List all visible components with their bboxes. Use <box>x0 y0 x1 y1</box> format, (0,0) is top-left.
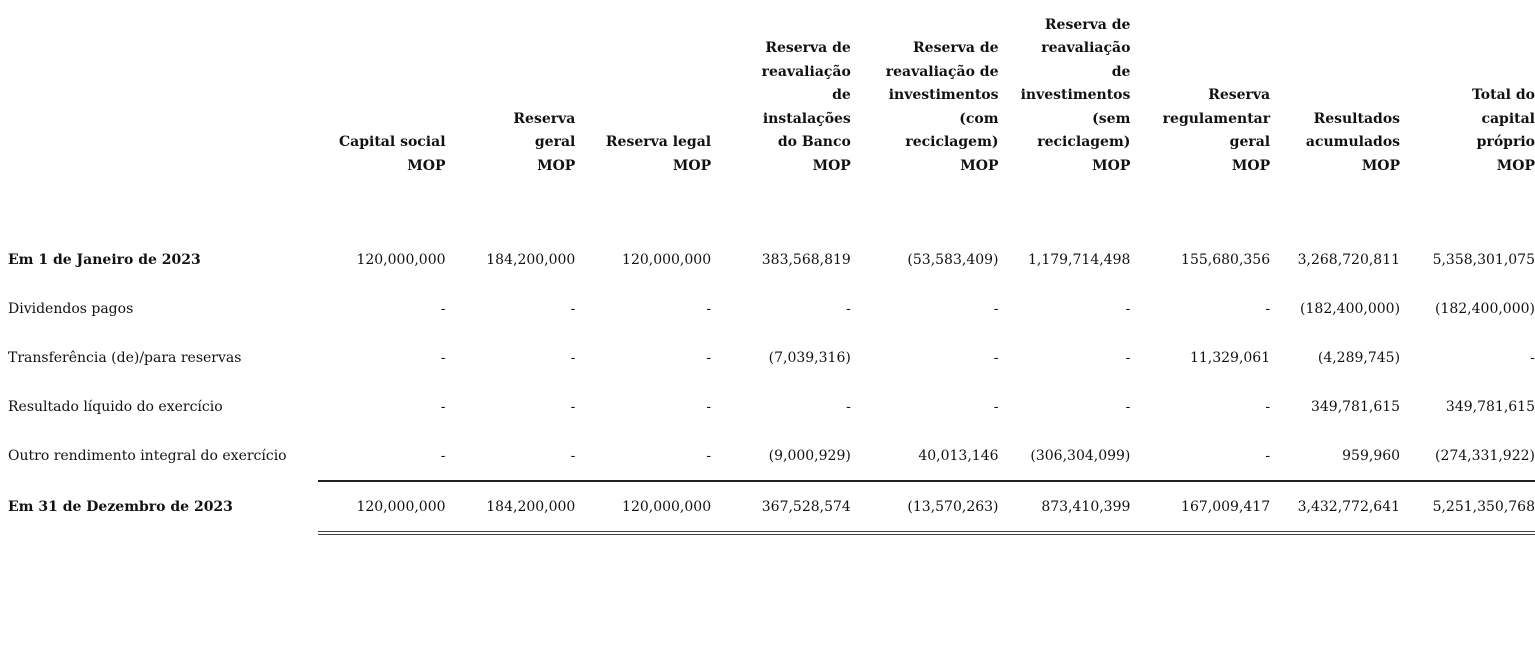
table-row-opening-balance <box>8 235 1535 284</box>
table-cell: 120,000,000 <box>575 481 711 533</box>
column-header-line: investimentos <box>1020 87 1131 103</box>
column-header-line: Reserva <box>513 110 576 127</box>
column-header-line: geral <box>534 134 576 150</box>
table-cell: (4,289,745) <box>1317 349 1401 366</box>
table-row-transfers <box>8 333 1535 382</box>
column-header-line: MOP <box>1361 157 1401 174</box>
table-cell: - <box>846 300 851 317</box>
table-cell: - <box>993 300 999 317</box>
column-header-total-capital-proprio <box>1400 0 1535 178</box>
table-cell: - <box>446 431 576 481</box>
column-header-line: Reserva <box>1208 87 1271 103</box>
column-header-line: Reserva de <box>913 40 999 56</box>
column-header-line: acumulados <box>1305 134 1401 150</box>
column-header-line: reciclagem) <box>905 134 999 150</box>
header-row <box>8 0 1535 178</box>
table-cell: (7,039,316) <box>768 349 851 366</box>
table-cell: 349,781,615 <box>1310 398 1401 415</box>
table-row-closing-balance <box>8 481 1535 533</box>
column-header-resultados-acumulados <box>1270 0 1400 178</box>
table-cell: (13,570,263) <box>851 481 999 533</box>
column-header-capital-social <box>318 0 446 178</box>
table-cell: - <box>318 431 446 481</box>
column-header-reserva-reavaliacao-sem-reciclagem <box>999 0 1131 178</box>
table-cell: 11,329,061 <box>1189 349 1271 366</box>
table-row-net-result <box>8 382 1535 431</box>
table-cell: 367,528,574 <box>711 481 851 533</box>
table-cell: 184,200,000 <box>446 481 576 533</box>
table-cell: - <box>440 349 446 366</box>
row-label: Em 31 de Dezembro de 2023 <box>8 499 233 515</box>
row-label: Em 1 de Janeiro de 2023 <box>8 251 201 268</box>
table-cell: - <box>1125 398 1131 415</box>
table-cell: - <box>575 431 711 481</box>
table-cell: 155,680,356 <box>1181 251 1271 268</box>
table-cell: - <box>993 398 999 415</box>
column-header-line: reciclagem) <box>1037 134 1131 150</box>
row-label: Outro rendimento integral do exercício <box>8 448 287 464</box>
column-header-line: Capital social <box>339 134 446 150</box>
table-cell: 184,200,000 <box>486 251 576 268</box>
table-cell: - <box>1125 300 1131 317</box>
column-header-line: instalações <box>762 110 851 127</box>
table-cell: - <box>706 300 712 317</box>
column-header-line: Reserva legal <box>605 134 712 150</box>
column-header-line: (sem <box>1092 110 1131 127</box>
table-cell: - <box>440 300 446 317</box>
header-spacer-row <box>8 178 1535 235</box>
table-cell: 120,000,000 <box>622 251 712 268</box>
label-column-header <box>8 0 318 178</box>
column-header-line: de <box>832 87 851 103</box>
column-header-line: MOP <box>537 157 576 174</box>
column-header-line: reavaliação de <box>885 63 999 80</box>
table-cell: 349,781,615 <box>1445 398 1535 415</box>
column-header-line: Resultados <box>1313 110 1401 127</box>
table-cell: - <box>440 398 446 415</box>
table-cell: 383,568,819 <box>761 251 851 268</box>
column-header-line: MOP <box>1496 157 1535 174</box>
column-header-line: do Banco <box>777 134 851 150</box>
column-header-line: MOP <box>1092 157 1131 174</box>
table-cell: 873,410,399 <box>999 481 1131 533</box>
column-header-line: (com <box>959 110 999 127</box>
column-header-line: reavaliação <box>1041 40 1131 56</box>
table-cell: 40,013,146 <box>851 431 999 481</box>
table-cell: - <box>570 349 576 366</box>
table-cell: - <box>570 398 576 415</box>
table-cell: - <box>1130 431 1270 481</box>
table-cell: (182,400,000) <box>1435 300 1535 317</box>
column-header-line: MOP <box>1231 157 1271 174</box>
row-label: Transferência (de)/para reservas <box>8 349 242 366</box>
column-header-line: Reserva de <box>765 40 851 56</box>
table-cell: (182,400,000) <box>1300 300 1401 317</box>
column-header-reserva-legal <box>575 0 711 178</box>
table-cell: (274,331,922) <box>1400 431 1535 481</box>
row-label: Resultado líquido do exercício <box>8 398 223 415</box>
column-header-line: MOP <box>672 157 712 174</box>
table-cell: 959,960 <box>1270 431 1400 481</box>
table-row-other-comprehensive-income <box>8 431 1535 481</box>
statement-of-changes-in-equity-table <box>8 0 1535 535</box>
table-cell: - <box>1265 300 1271 317</box>
column-header-reserva-reavaliacao-com-reciclagem <box>851 0 999 178</box>
column-header-line: próprio <box>1476 134 1535 150</box>
table-cell: - <box>1125 349 1131 366</box>
table-cell: (53,583,409) <box>907 251 999 268</box>
table-row-dividends <box>8 284 1535 333</box>
column-header-line: Total do <box>1471 87 1535 103</box>
column-header-line: de <box>1111 63 1131 80</box>
column-header-reserva-regulamentar-geral <box>1130 0 1270 178</box>
table-cell: (306,304,099) <box>999 431 1131 481</box>
table-cell: - <box>846 398 851 415</box>
column-header-line: regulamentar <box>1162 110 1271 127</box>
table-cell: (9,000,929) <box>711 431 851 481</box>
table-cell: - <box>993 349 999 366</box>
column-header-line: MOP <box>407 157 446 174</box>
table-cell: 3,432,772,641 <box>1270 481 1400 533</box>
table-cell: 5,358,301,075 <box>1432 251 1535 268</box>
table-cell: 120,000,000 <box>356 251 446 268</box>
table-cell: - <box>1530 349 1535 366</box>
column-header-line: geral <box>1229 134 1271 150</box>
column-header-line: investimentos <box>888 87 999 103</box>
column-header-line: MOP <box>960 157 999 174</box>
table-cell: 120,000,000 <box>318 481 446 533</box>
column-header-reserva-geral <box>446 0 576 178</box>
table-cell: 5,251,350,768 <box>1400 481 1535 533</box>
table-cell: 167,009,417 <box>1130 481 1270 533</box>
row-label: Dividendos pagos <box>8 300 134 317</box>
table-cell: - <box>1265 398 1271 415</box>
table-cell: 3,268,720,811 <box>1297 251 1401 268</box>
table-cell: - <box>570 300 576 317</box>
column-header-line: Reserva de <box>1044 16 1131 33</box>
table-cell: - <box>706 398 712 415</box>
column-header-line: MOP <box>812 157 851 174</box>
table-cell: - <box>706 349 712 366</box>
column-header-line: capital <box>1481 110 1535 127</box>
column-header-line: reavaliação <box>761 63 851 80</box>
column-header-reserva-reavaliacao-instalacoes <box>711 0 851 178</box>
table-cell: 1,179,714,498 <box>1027 251 1131 268</box>
